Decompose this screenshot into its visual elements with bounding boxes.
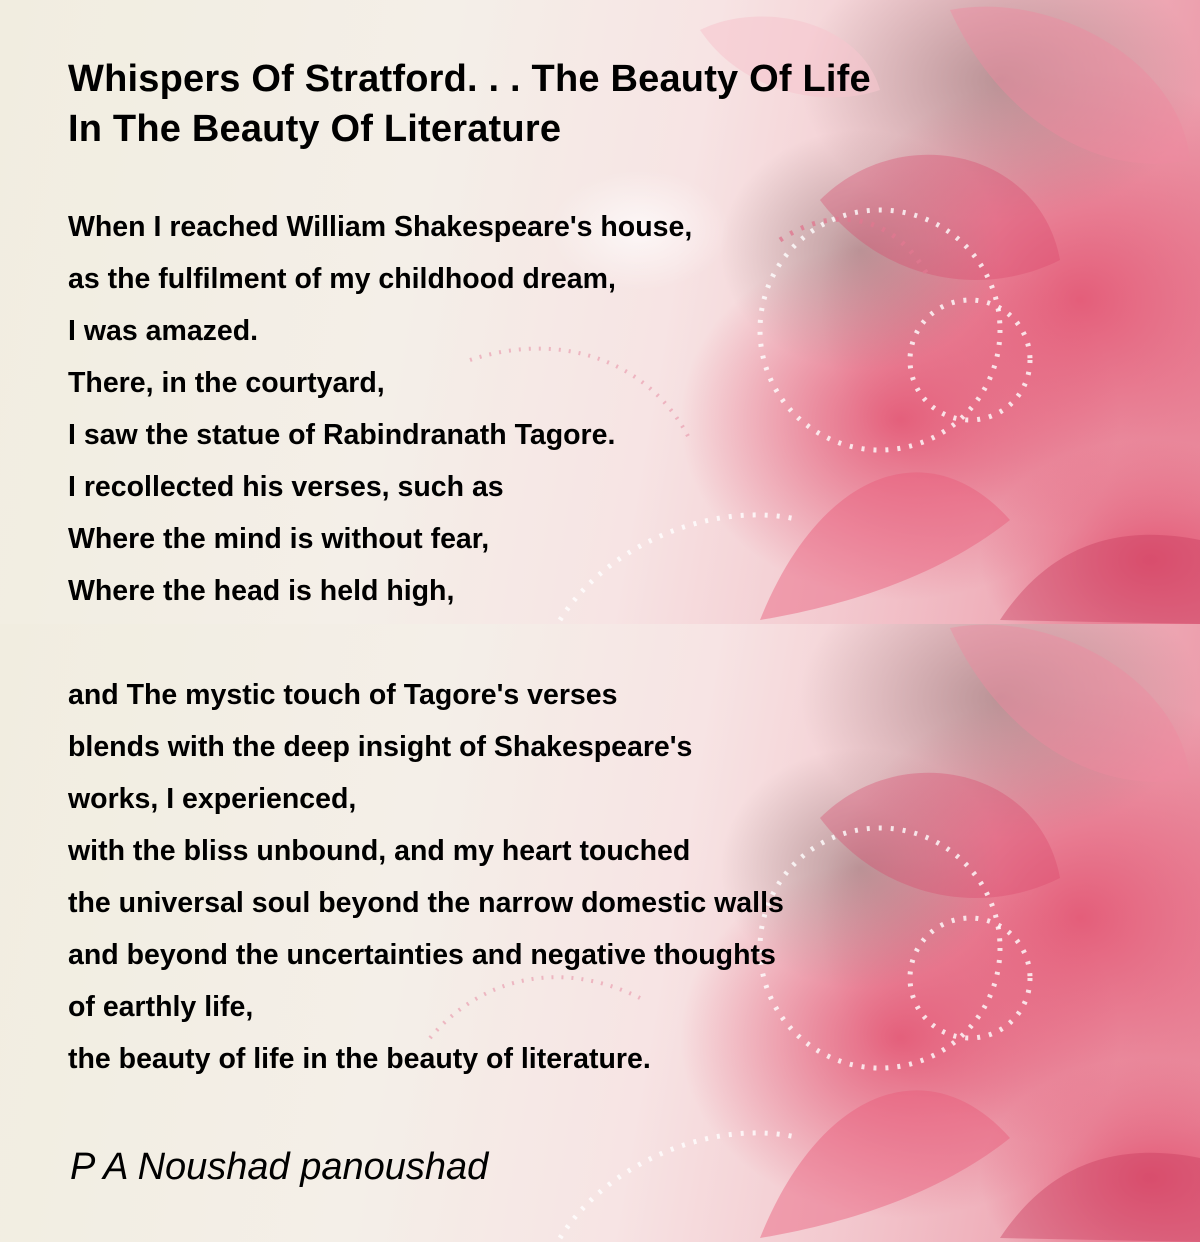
poem-line: I was amazed. [68, 315, 259, 347]
poem-stanza-1 [68, 201, 692, 617]
poem-line: and beyond the uncertainties and negative thoughts [68, 939, 776, 971]
poem-line: and The mystic touch of Tagore's verses [68, 679, 618, 711]
poem-title [68, 54, 871, 154]
poem-line: as the fulfilment of my childhood dream, [68, 263, 616, 295]
poem-line: I recollected his verses, such as [68, 471, 504, 503]
poem-line: of earthly life, [68, 991, 254, 1023]
poem-title-line: Whispers Of Stratford. . . The Beauty Of Life [68, 58, 871, 100]
poem-line: Where the mind is without fear, [68, 523, 490, 555]
poem-line: the universal soul beyond the narrow domestic walls [68, 887, 784, 919]
poem-line: works, I experienced, [68, 783, 357, 815]
poem-line: with the bliss unbound, and my heart touched [68, 835, 691, 867]
poem-line: I saw the statue of Rabindranath Tagore. [68, 419, 616, 451]
poem-line: the beauty of life in the beauty of literature. [68, 1043, 651, 1075]
poem-title-line: In The Beauty Of Literature [68, 108, 562, 150]
poem-line: Where the head is held high, [68, 575, 455, 607]
poem-author: P A Noushad panoushad [70, 1146, 489, 1188]
poem-line: blends with the deep insight of Shakespeare's [68, 731, 693, 763]
poem-stanza-2 [68, 669, 784, 1085]
poem-line: There, in the courtyard, [68, 367, 385, 399]
poem-line: When I reached William Shakespeare's house, [68, 211, 693, 243]
